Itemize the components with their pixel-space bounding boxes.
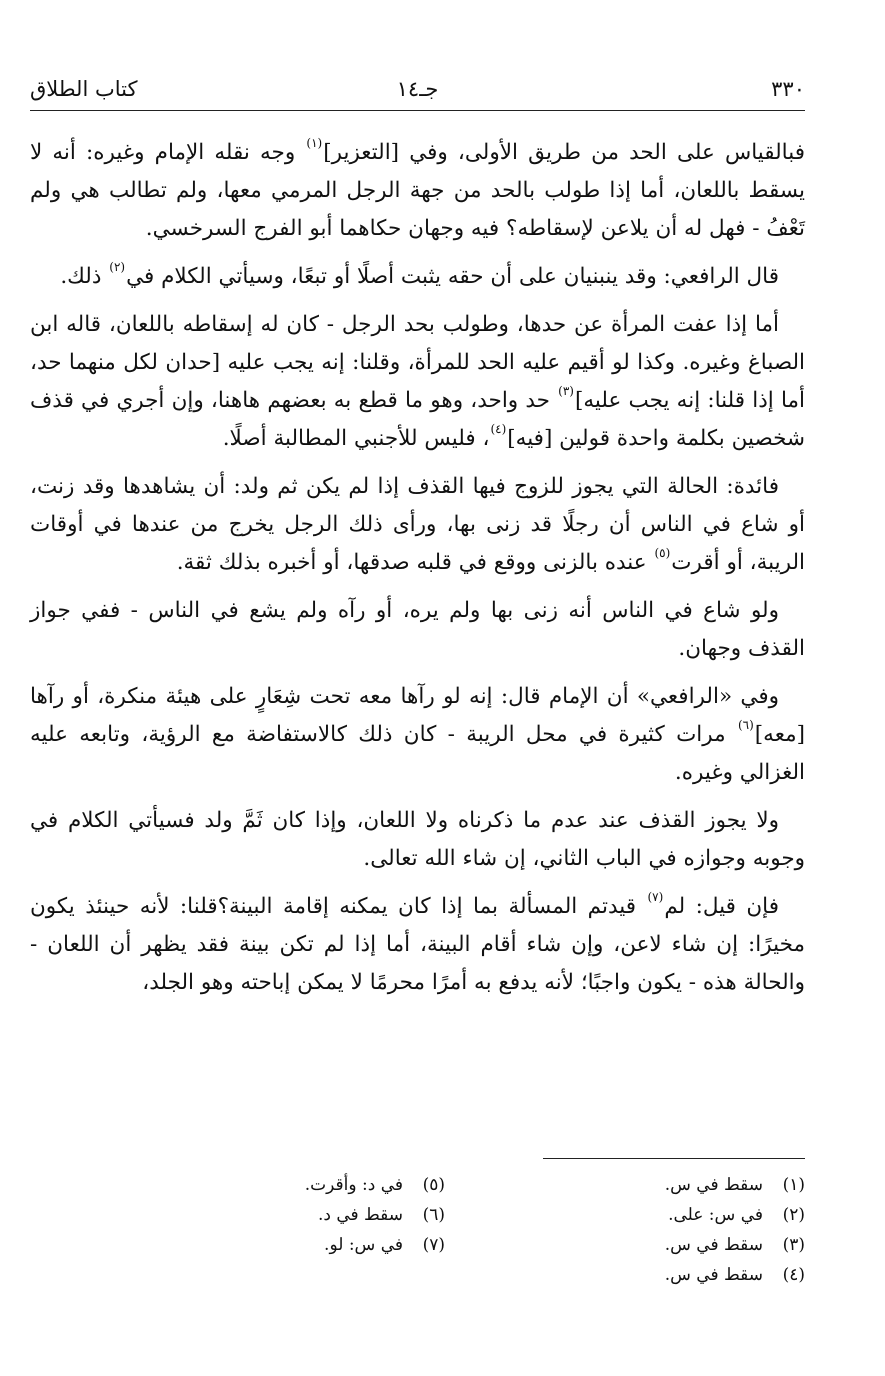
footnote-marker: (١) <box>306 136 323 150</box>
paragraph <box>30 888 805 1002</box>
footnote-number: (٥) <box>422 1175 445 1195</box>
book-title: كتاب الطلاق <box>30 77 138 101</box>
footnote-number: (٢) <box>782 1205 805 1225</box>
footnote-column-right <box>505 1170 805 1290</box>
footnote-marker: (٦) <box>737 718 754 732</box>
paragraph-text: ولو شاع في الناس أنه زنى بها ولم يره، أو رآه ولم يشع في الناس - ففي جواز القذف وجهان. <box>30 598 805 661</box>
paragraph <box>30 802 805 878</box>
footnote-item <box>145 1230 445 1260</box>
footnote-number: (٦) <box>422 1205 445 1225</box>
footnote-text: سقط في س. <box>664 1175 763 1195</box>
paragraph <box>30 592 805 668</box>
main-text <box>30 134 805 1012</box>
footnote-text: سقط في س. <box>664 1235 763 1255</box>
footnote-item <box>505 1170 805 1200</box>
footnote-marker: (٤) <box>490 422 507 436</box>
footnote-text: في س: على. <box>668 1205 763 1225</box>
running-header <box>30 72 805 106</box>
volume-label: جـ١٤ <box>396 77 439 101</box>
footnote-number: (١) <box>782 1175 805 1195</box>
paragraph <box>30 258 805 296</box>
footnote-item <box>145 1200 445 1230</box>
paragraph-text: أما إذا عفت المرأة عن حدها، وطولب بحد الرجل - كان له إسقاطه باللعان، قاله ابن الصباغ وغيره. وكذا لو أقيم عليه الحد للمرأة، وقلنا: إنه يجب عليه [حدان لكل منهما حد، أما إذا قلنا: إنه يجب عليه] <box>30 312 805 413</box>
paragraph-text: ذلك. <box>60 264 109 289</box>
paragraph-text: فإن قيل: لم <box>664 894 779 919</box>
page-number: ٣٣٠ <box>771 77 805 101</box>
footnote-item <box>145 1170 445 1200</box>
header-divider <box>30 110 805 111</box>
paragraph-text: قال الرافعي: وقد ينبنيان على أن حقه يثبت أصلًا أو تبعًا، وسيأتي الكلام في <box>126 264 779 289</box>
footnote-text: سقط في د. <box>317 1205 403 1225</box>
footnote-marker: (٢) <box>109 260 126 274</box>
paragraph-text: وفي «الرافعي» أن الإمام قال: إنه لو رآها معه تحت شِعَارٍ على هيئة منكرة، أو رآها [معه] <box>30 684 805 747</box>
footnote-number: (٤) <box>782 1265 805 1285</box>
paragraph <box>30 306 805 458</box>
paragraph-text: مرات كثيرة في محل الريبة - كان ذلك كالاستفاضة مع الرؤية، وتابعه عليه الغزالي وغيره. <box>30 722 805 785</box>
footnote-column-left <box>145 1170 445 1260</box>
paragraph-text: قيدتم المسألة بما إذا كان يمكنه إقامة البينة؟قلنا: لأنه حينئذ يكون مخيرًا: إن شاء لاعن، وإن شاء أقام البينة، أما إذا لم تكن بينة فقد يظهر أن اللعان - والحالة هذه - يكون واجبًا؛ لأنه يدفع به أمرًا محرمًا لا يمكن إباحته وهو الجلد، <box>30 894 805 995</box>
footnote-number: (٣) <box>782 1235 805 1255</box>
paragraph <box>30 468 805 582</box>
paragraph <box>30 134 805 248</box>
paragraph <box>30 678 805 792</box>
footnote-text: سقط في س. <box>664 1265 763 1285</box>
footnote-item <box>505 1200 805 1230</box>
footnote-text: في س: لو. <box>324 1235 403 1255</box>
paragraph-text: ولا يجوز القذف عند عدم ما ذكرناه ولا اللعان، وإذا كان ثَمَّ ولد فسيأتي الكلام في وجوبه وجوازه في الباب الثاني، إن شاء الله تعالى. <box>30 808 805 871</box>
footnote-number: (٧) <box>422 1235 445 1255</box>
paragraph-text: وجه نقله الإمام وغيره: أنه لا يسقط باللعان، أما إذا طولب بالحد من جهة الرجل المرمي معها، ولم تطالب هي ولم تَعْفُ - فهل له أن يلاعن لإسقاطه؟ فيه وجهان حكاهما أبو الفرج السرخسي. <box>30 140 805 241</box>
footnote-marker: (٧) <box>647 890 664 904</box>
paragraph-text: حد واحد، وهو ما قطع به بعضهم هاهنا، وإن أجري في قذف شخصين بكلمة واحدة قولين [فيه] <box>30 388 805 451</box>
paragraph-text: ، فليس للأجنبي المطالبة أصلًا. <box>222 426 490 451</box>
footnote-item <box>505 1260 805 1290</box>
paragraph-text: فبالقياس على الحد من طريق الأولى، وفي [التعزير] <box>323 140 805 165</box>
footnote-text: في د: وأقرت. <box>304 1175 403 1195</box>
paragraph-text: فائدة: الحالة التي يجوز للزوج فيها القذف إذا لم يكن ثم ولد: أن يشاهدها وقد زنت، أو شاع في الناس أن رجلًا قد زنى بها، ورأى ذلك الرجل يخرج من عندها في أوقات الريبة، أو أقرت <box>30 474 805 575</box>
footnote-divider <box>543 1158 805 1159</box>
footnote-marker: (٣) <box>558 384 574 398</box>
paragraph-text: عنده بالزنى ووقع في قلبه صدقها، أو أخبره بذلك ثقة. <box>176 550 654 575</box>
footnote-marker: (٥) <box>654 546 671 560</box>
footnote-item <box>505 1230 805 1260</box>
